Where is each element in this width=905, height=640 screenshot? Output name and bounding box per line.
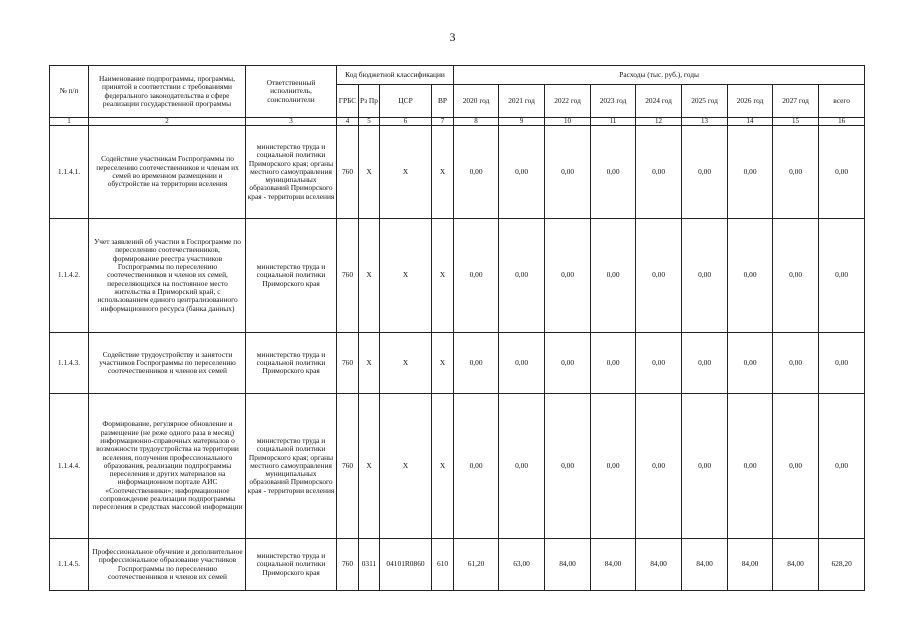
row-value: 0,00 [682, 126, 728, 219]
row-rzpr: X [359, 219, 380, 333]
row-value: 0,00 [454, 394, 499, 539]
col-header-num: № п/п [50, 66, 89, 118]
row-value: 0,00 [682, 394, 728, 539]
row-name: Формирование, регулярное обновление и размещение (не реже одного раза в месяц) информационно-справочных материалов о возможности трудоустройства на территории вселения, получения профессионального образования, реализации подпрограммы переселения и других материалов на информационном портале АИС «Соотечественники»; информационное сопровождение реализации подпрограммы переселения в средствах массовой информации [89, 394, 246, 539]
row-name: Учет заявлений об участии в Госпрограмме по переселению соотечественников, формирование реестра участников Госпрограммы по переселению соотечественников и членов их семей, переселяющихся на постоянное место жительства в Приморский край, с использованием единого централизованного информационного ресурса (банка данных) [89, 219, 246, 333]
row-grbs: 760 [337, 219, 359, 333]
col-number: 8 [454, 118, 499, 126]
row-grbs: 760 [337, 539, 359, 591]
row-vr: 610 [432, 539, 454, 591]
col-number: 15 [773, 118, 819, 126]
col-header-rzpr: Рз Пр [359, 85, 380, 118]
row-value: 0,00 [499, 394, 545, 539]
row-value: 0,00 [636, 333, 682, 394]
row-num: 1.1.4.4. [50, 394, 89, 539]
row-num: 1.1.4.1. [50, 126, 89, 219]
row-vr: X [432, 394, 454, 539]
col-number: 13 [682, 118, 728, 126]
col-header-name: Наименование подпрограммы, программы, принятой в соответствии с требованиями федерального законодательства в сфере реализации государственной программы [89, 66, 246, 118]
col-number: 9 [499, 118, 545, 126]
row-rzpr: X [359, 333, 380, 394]
row-rzpr: X [359, 394, 380, 539]
row-value: 0,00 [636, 219, 682, 333]
row-value: 0,00 [682, 333, 728, 394]
row-csr: X [380, 219, 432, 333]
row-value: 0,00 [773, 126, 819, 219]
col-number: 4 [337, 118, 359, 126]
table-row [50, 394, 865, 539]
col-number: 16 [819, 118, 865, 126]
row-value: 0,00 [728, 333, 773, 394]
row-value: 0,00 [454, 219, 499, 333]
row-grbs: 760 [337, 126, 359, 219]
col-header-executor: Ответственный исполнитель, соисполнители [246, 66, 337, 118]
row-csr: X [380, 394, 432, 539]
row-vr: X [432, 219, 454, 333]
row-value: 84,00 [728, 539, 773, 591]
row-rzpr: X [359, 126, 380, 219]
col-number: 7 [432, 118, 454, 126]
col-number: 14 [728, 118, 773, 126]
col-header-expenses: Расходы (тыс. руб.), годы [454, 66, 865, 85]
row-total: 0,00 [819, 333, 865, 394]
row-value: 0,00 [499, 219, 545, 333]
row-value: 0,00 [545, 394, 591, 539]
row-grbs: 760 [337, 333, 359, 394]
col-number: 1 [50, 118, 89, 126]
col-header-year: 2027 год [773, 85, 819, 118]
row-value: 0,00 [591, 394, 636, 539]
row-value: 0,00 [454, 333, 499, 394]
row-name: Профессиональное обучение и дополнительное профессиональное образование участников Госпрограммы по переселению соотечественников и членов их семей [89, 539, 246, 591]
row-value: 0,00 [454, 126, 499, 219]
row-executor: министерство труда и социальной политики Приморского края [246, 219, 337, 333]
col-number: 11 [591, 118, 636, 126]
row-rzpr: 0311 [359, 539, 380, 591]
budget-table [49, 65, 865, 591]
row-csr: X [380, 126, 432, 219]
row-value: 0,00 [773, 394, 819, 539]
row-vr: X [432, 333, 454, 394]
row-name: Содействие трудоустройству и занятости участников Госпрограммы по переселению соотечественников и членов их семей [89, 333, 246, 394]
row-value: 63,00 [499, 539, 545, 591]
row-num: 1.1.4.3. [50, 333, 89, 394]
col-header-year: 2024 год [636, 85, 682, 118]
col-number: 12 [636, 118, 682, 126]
row-value: 0,00 [591, 126, 636, 219]
col-header-year: 2026 год [728, 85, 773, 118]
row-value: 0,00 [499, 333, 545, 394]
table-body [50, 126, 865, 591]
row-value: 0,00 [773, 333, 819, 394]
row-name: Содействие участникам Госпрограммы по переселению соотечественников и членам их семей во временном размещении и обустройстве на территории вселения [89, 126, 246, 219]
col-header-vr: ВР [432, 85, 454, 118]
col-number: 10 [545, 118, 591, 126]
col-header-grbs: ГРБС [337, 85, 359, 118]
row-value: 84,00 [545, 539, 591, 591]
row-value: 61,20 [454, 539, 499, 591]
row-value: 0,00 [636, 126, 682, 219]
col-header-year: 2021 год [499, 85, 545, 118]
row-value: 0,00 [499, 126, 545, 219]
row-value: 0,00 [728, 126, 773, 219]
table-row [50, 219, 865, 333]
row-value: 0,00 [591, 333, 636, 394]
row-total: 0,00 [819, 126, 865, 219]
table-header [50, 66, 865, 126]
row-executor: министерство труда и социальной политики Приморского края [246, 333, 337, 394]
row-value: 0,00 [728, 394, 773, 539]
table-row [50, 333, 865, 394]
col-header-year: 2025 год [682, 85, 728, 118]
col-header-year: 2023 год [591, 85, 636, 118]
row-value: 0,00 [545, 219, 591, 333]
row-value: 0,00 [728, 219, 773, 333]
row-vr: X [432, 126, 454, 219]
col-header-year: 2022 год [545, 85, 591, 118]
col-header-csr: ЦСР [380, 85, 432, 118]
row-csr: X [380, 333, 432, 394]
row-value: 0,00 [545, 333, 591, 394]
col-number: 6 [380, 118, 432, 126]
row-executor: министерство труда и социальной политики Приморского края [246, 539, 337, 591]
row-num: 1.1.4.2. [50, 219, 89, 333]
row-total: 0,00 [819, 394, 865, 539]
col-header-budget-code: Код бюджетной классификации [337, 66, 454, 85]
row-value: 0,00 [591, 219, 636, 333]
row-total: 628,20 [819, 539, 865, 591]
row-total: 0,00 [819, 219, 865, 333]
col-header-total: всего [819, 85, 865, 118]
row-grbs: 760 [337, 394, 359, 539]
row-value: 84,00 [636, 539, 682, 591]
row-value: 0,00 [773, 219, 819, 333]
col-number: 2 [89, 118, 246, 126]
row-num: 1.1.4.5. [50, 539, 89, 591]
col-number: 3 [246, 118, 337, 126]
col-header-year: 2020 год [454, 85, 499, 118]
row-executor: министерство труда и социальной политики Приморского края; органы местного самоуправления муниципальных образований Приморского края - территории вселения [246, 126, 337, 219]
row-value: 84,00 [591, 539, 636, 591]
row-value: 84,00 [773, 539, 819, 591]
row-csr: 04101R0860 [380, 539, 432, 591]
row-executor: министерство труда и социальной политики Приморского края; органы местного самоуправления муниципальных образований Приморского края - территории вселения [246, 394, 337, 539]
row-value: 0,00 [545, 126, 591, 219]
table-row [50, 539, 865, 591]
row-value: 84,00 [682, 539, 728, 591]
row-value: 0,00 [636, 394, 682, 539]
page-number: 3 [449, 30, 456, 44]
row-value: 0,00 [682, 219, 728, 333]
table-row [50, 126, 865, 219]
col-number: 5 [359, 118, 380, 126]
